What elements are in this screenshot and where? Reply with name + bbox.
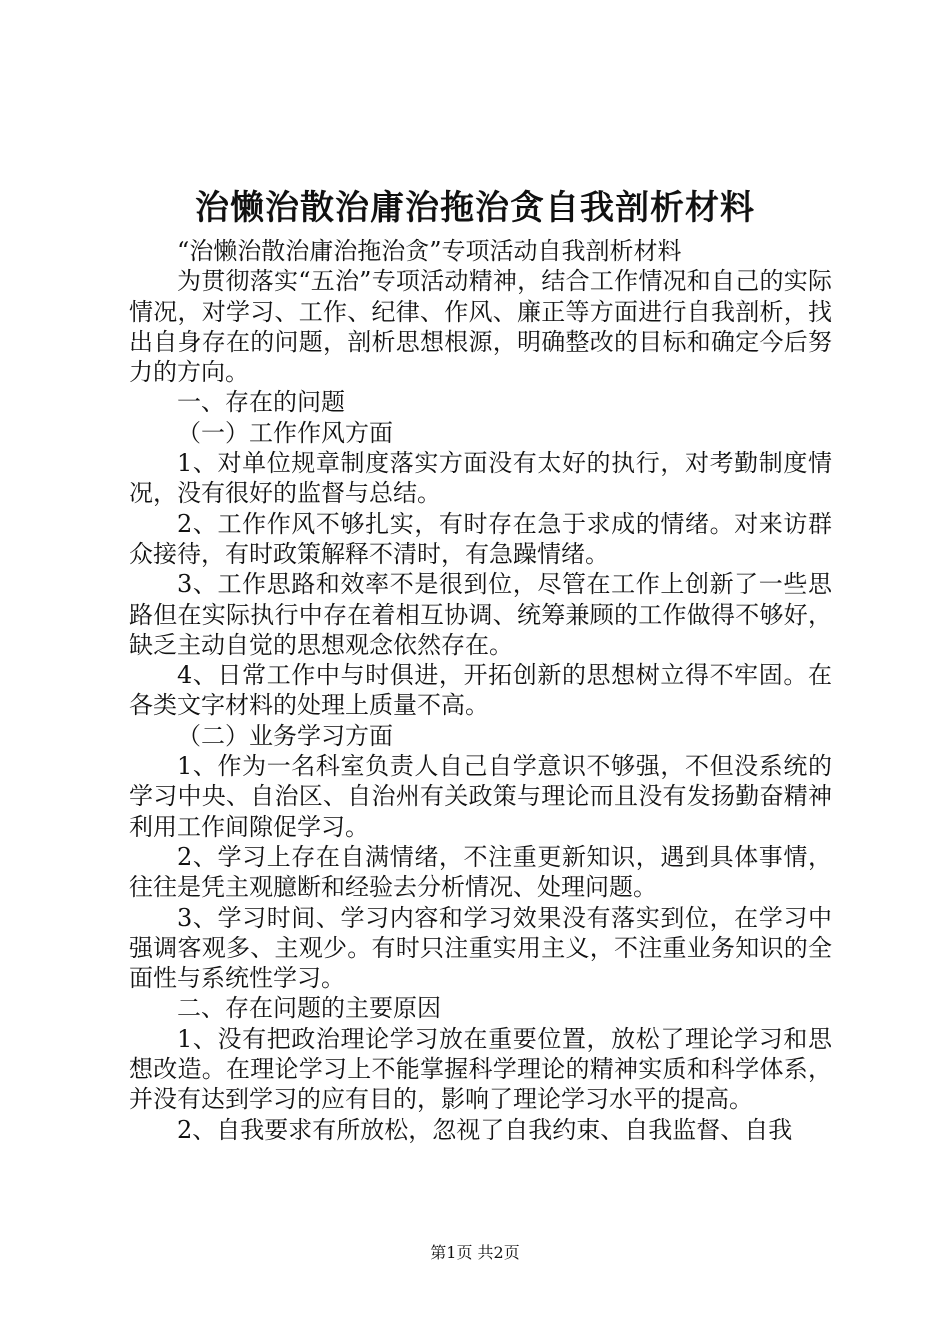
intro-paragraph: 为贯彻落实“五治”专项活动精神，结合工作情况和自己的实际情况，对学习、工作、纪律、作风、廉正等方面进行自我剖析，找出自身存在的问题，剖析思想根源，明确整改的目标和确定今后努力的方向。: [129, 267, 832, 387]
work-style-item-2: 2、工作作风不够扎实，有时存在急于求成的情绪。对来访群众接待，有时政策解释不清时，有急躁情绪。: [129, 509, 832, 568]
work-style-item-4: 4、日常工作中与时俱进，开拓创新的思想树立得不牢固。在各类文字材料的处理上质量不高。: [129, 661, 832, 720]
document-title: 治懒治散治庸治拖治贪自我剖析材料: [195, 188, 755, 228]
page-footer: 第1页 共2页: [430, 1243, 520, 1262]
cause-item-1: 1、没有把政治理论学习放在重要位置，放松了理论学习和思想改造。在理论学习上不能掌握科学理论的精神实质和科学体系，并没有达到学习的应有目的，影响了理论学习水平的提高。: [129, 1024, 832, 1114]
work-style-item-3: 3、工作思路和效率不是很到位，尽管在工作上创新了一些思路但在实际执行中存在着相互协调、统筹兼顾的工作做得不够好，缺乏主动自觉的思想观念依然存在。: [129, 570, 832, 659]
subtitle-paragraph: “治懒治散治庸治拖治贪”专项活动自我剖析材料: [177, 237, 682, 265]
document-body: [129, 236, 832, 1145]
study-item-2: 2、学习上存在自满情绪，不注重更新知识，遇到具体事情，往往是凭主观臆断和经验去分析情况、处理问题。: [129, 842, 832, 902]
subsection-heading-work-style: （一）工作作风方面: [177, 418, 393, 447]
cause-item-2: 2、自我要求有所放松，忽视了自我约束、自我监督、自我: [177, 1115, 793, 1144]
work-style-item-1: 1、对单位规章制度落实方面没有太好的执行，对考勤制度情况，没有很好的监督与总结。: [129, 449, 832, 508]
section-heading-problems: 一、存在的问题: [177, 388, 345, 417]
section-heading-causes: 二、存在问题的主要原因: [177, 994, 441, 1023]
study-item-3: 3、学习时间、学习内容和学习效果没有落实到位，在学习中强调客观多、主观少。有时只注重实用主义，不注重业务知识的全面性与系统性学习。: [129, 903, 832, 993]
study-item-1: 1、作为一名科室负责人自己自学意识不够强，不但没系统的学习中央、自治区、自治州有关政策与理论而且没有发扬勤奋精神利用工作间隙促学习。: [129, 752, 832, 841]
subsection-heading-study: （二）业务学习方面: [177, 721, 393, 750]
